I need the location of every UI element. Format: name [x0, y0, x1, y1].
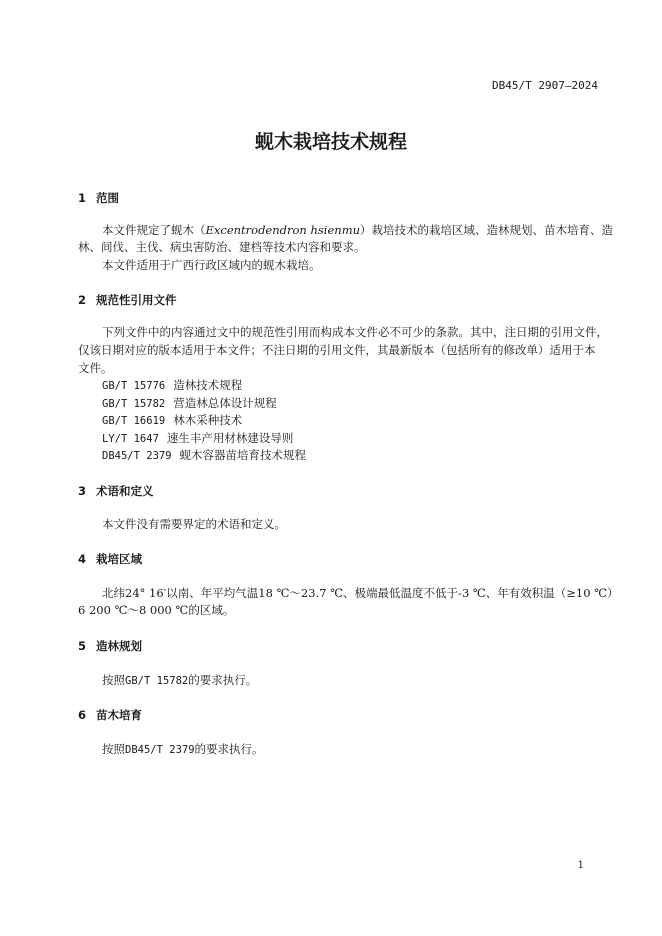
section-5-paragraph-1: [102, 672, 257, 691]
reference-code: GB/T 15776: [102, 380, 166, 392]
latin-name: Excentrodendron hsienmu: [205, 223, 361, 237]
section-2-paragraph-1-line-1: 下列文件中的内容通过文中的规范性引用而构成本文件必不可少的条款。其中，注日期的引用文件，: [102, 325, 608, 339]
section-title: 苗木培育: [96, 708, 142, 722]
reference-code: GB/T 16619: [102, 415, 166, 427]
reference-code: DB45/T 2379: [125, 744, 195, 756]
section-1-paragraph-2: 本文件适用于广西行政区域内的蚬木栽培。: [102, 258, 321, 272]
reference-code: GB/T 15782: [125, 675, 189, 687]
section-title: 规范性引用文件: [96, 293, 177, 307]
reference-title: 营造林总体设计规程: [173, 396, 277, 410]
reference-code: DB45/T 2379: [102, 450, 172, 462]
reference-title: 造林技术规程: [173, 378, 243, 392]
section-number: 6: [78, 708, 87, 722]
section-number: 2: [78, 293, 87, 307]
text-run: 本文件规定了蚬木（: [102, 223, 206, 237]
section-2-heading: [78, 292, 177, 308]
section-2-paragraph-1-line-2: 仅该日期对应的版本适用于本文件；不注日期的引用文件，其最新版本（包括所有的修改单）适用于本: [78, 343, 596, 357]
section-number: 1: [78, 191, 87, 205]
reference-item: [102, 377, 242, 396]
section-number: 3: [78, 484, 87, 498]
text-run: 按照: [102, 742, 125, 756]
section-4-paragraph-1-line-1: 北纬24° 16′以南、年平均气温18 ℃～23.7 ℃、极端最低温度不低于-3 ℃、年有效积温（≥10 ℃）: [102, 586, 619, 600]
section-5-heading: [78, 638, 142, 654]
section-6-heading: [78, 707, 142, 723]
reference-item: [102, 395, 277, 414]
section-6-paragraph-1: [102, 741, 264, 760]
reference-item: [102, 447, 306, 466]
reference-item: [102, 412, 242, 431]
section-number: 4: [78, 552, 87, 566]
reference-item: [102, 430, 293, 449]
section-1-heading: [78, 190, 119, 206]
section-2-paragraph-1-line-3: 文件。: [78, 361, 113, 375]
reference-title: 速生丰产用材林建设导则: [166, 431, 294, 445]
section-4-heading: [78, 551, 142, 567]
section-title: 范围: [96, 191, 119, 205]
section-3-paragraph-1: 本文件没有需要界定的术语和定义。: [102, 517, 286, 531]
text-run: ）栽培技术的栽培区域、造林规划、苗木培育、造: [360, 223, 614, 237]
text-run: 的要求执行。: [194, 742, 264, 756]
text-run: 的要求执行。: [188, 673, 258, 687]
document-title: 蚬木栽培技术规程: [254, 131, 407, 153]
section-3-heading: [78, 483, 154, 499]
section-number: 5: [78, 639, 87, 653]
reference-title: 林木采种技术: [173, 413, 243, 427]
section-title: 造林规划: [96, 639, 142, 653]
reference-code: LY/T 1647: [102, 433, 159, 445]
text-run: 按照: [102, 673, 125, 687]
section-4-paragraph-1-line-2: 6 200 ℃～8 000 ℃的区域。: [78, 603, 235, 617]
section-title: 术语和定义: [96, 484, 154, 498]
reference-title: 蚬木容器苗培育技术规程: [179, 448, 307, 462]
page-number: 1: [577, 860, 584, 871]
section-1-paragraph-1-line-2: 林、间伐、主伐、病虫害防治、建档等技术内容和要求。: [78, 240, 366, 254]
section-1-paragraph-1-line-1: [102, 222, 613, 240]
standard-number: DB45/T 2907—2024: [492, 79, 598, 92]
reference-code: GB/T 15782: [102, 398, 166, 410]
section-title: 栽培区域: [96, 552, 142, 566]
